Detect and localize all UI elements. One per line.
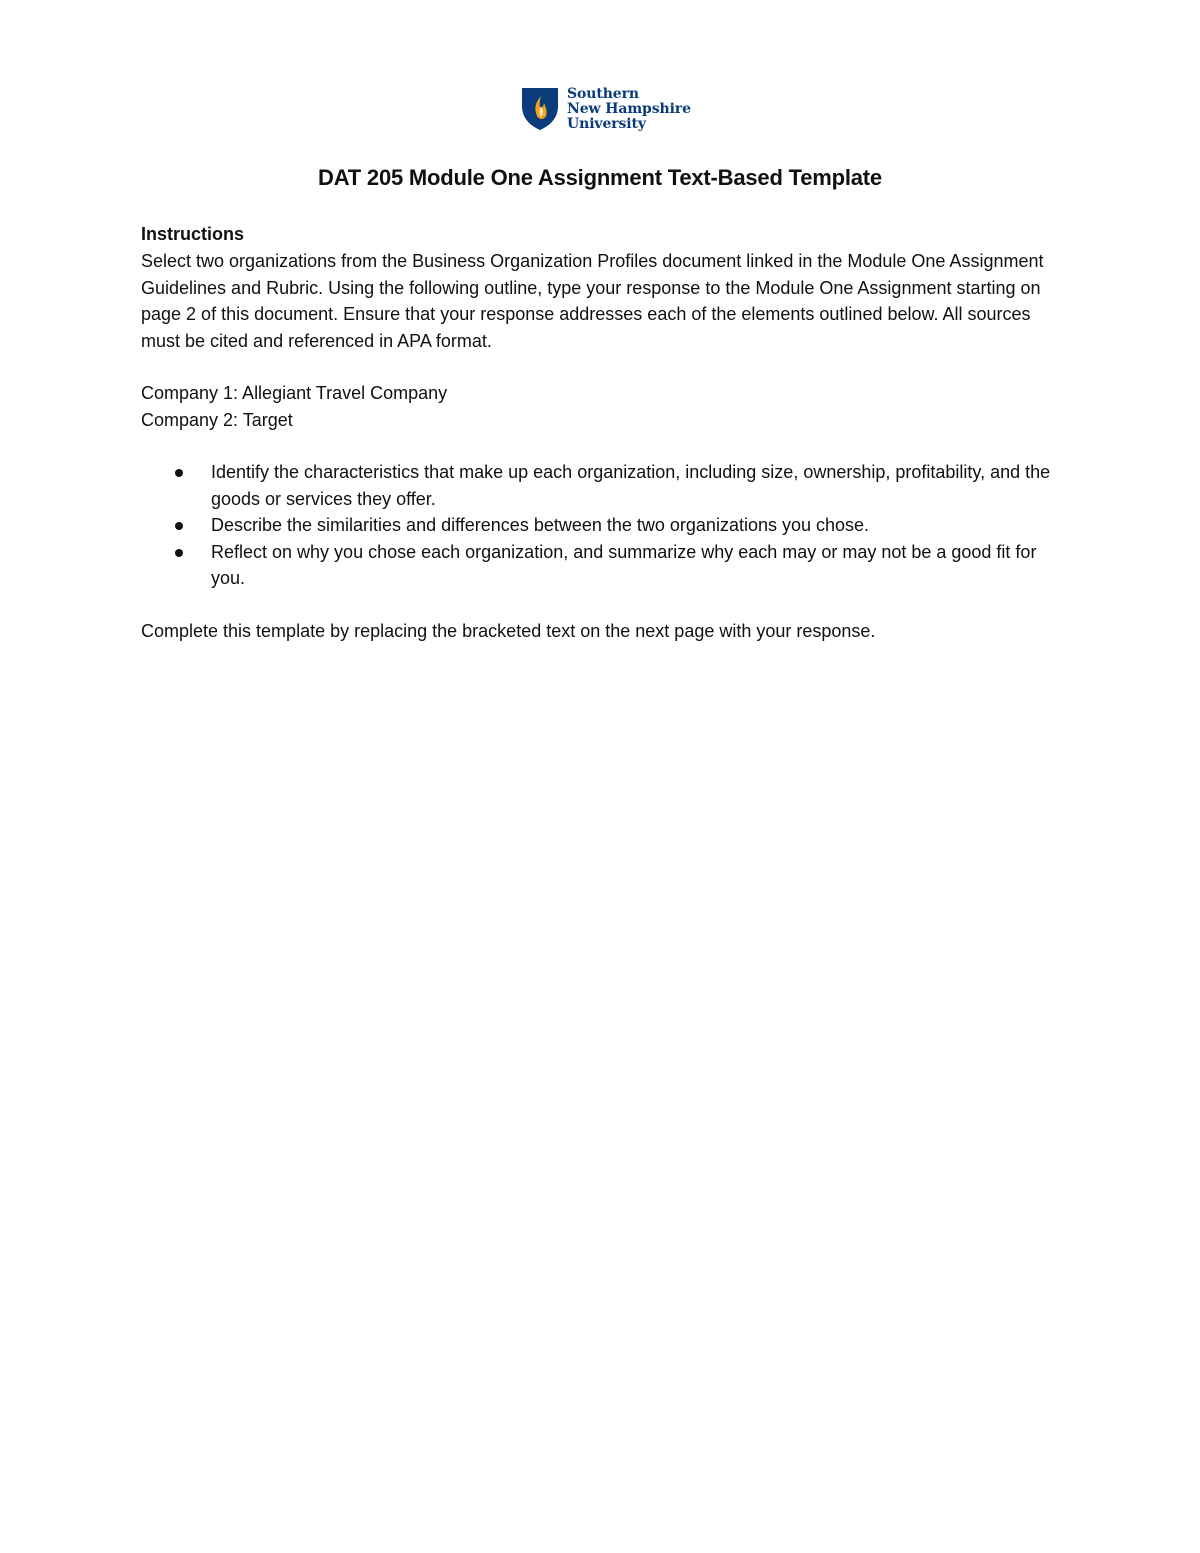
list-item-text: Describe the similarities and differences between the two organizations you chose.: [211, 515, 870, 535]
list-item-text: Reflect on why you chose each organization, and summarize why each may or may not be a good fit for you.: [211, 541, 1037, 588]
list-item-text: Identify the characteristics that make up each organization, including size, ownership, profitability, and the goods or services they offer.: [211, 462, 1051, 509]
logo-wordmark: [567, 87, 691, 132]
closing-instruction: Complete this template by replacing the bracketed text on the next page with your response.: [141, 620, 876, 641]
logo-line-university: University: [567, 115, 646, 132]
list-item: [141, 539, 1059, 592]
spacer: [141, 592, 1059, 618]
company-2: Company 2: Target: [141, 409, 293, 430]
bullet-icon: [175, 522, 183, 530]
requirements-list: [141, 459, 1059, 592]
university-logo: [520, 84, 690, 134]
list-item: [141, 459, 1059, 512]
spacer: [141, 354, 1059, 380]
list-item: [141, 512, 1059, 539]
bullet-icon: [175, 549, 183, 557]
document-title: DAT 205 Module One Assignment Text-Based Template: [318, 165, 882, 190]
logo-line-southern: Southern: [567, 85, 639, 102]
logo-line-new-hampshire: New Hampshire: [567, 100, 691, 117]
company-1: Company 1: Allegiant Travel Company: [141, 383, 448, 403]
shield-flame-icon: [520, 86, 560, 132]
instructions-heading: Instructions: [141, 224, 245, 244]
bullet-icon: [175, 469, 183, 477]
instructions-paragraph: Select two organizations from the Business Organization Profiles document linked in the Module One Assignment Guidelines and Rubric. Using the following outline, type your response to the Module One Assignment starting on page 2 of this document. Ensure that your response addresses each of the elements outlined below. All sources must be cited and referenced in APA format.: [141, 251, 1044, 351]
document-body: [141, 221, 1059, 644]
spacer: [141, 433, 1059, 459]
